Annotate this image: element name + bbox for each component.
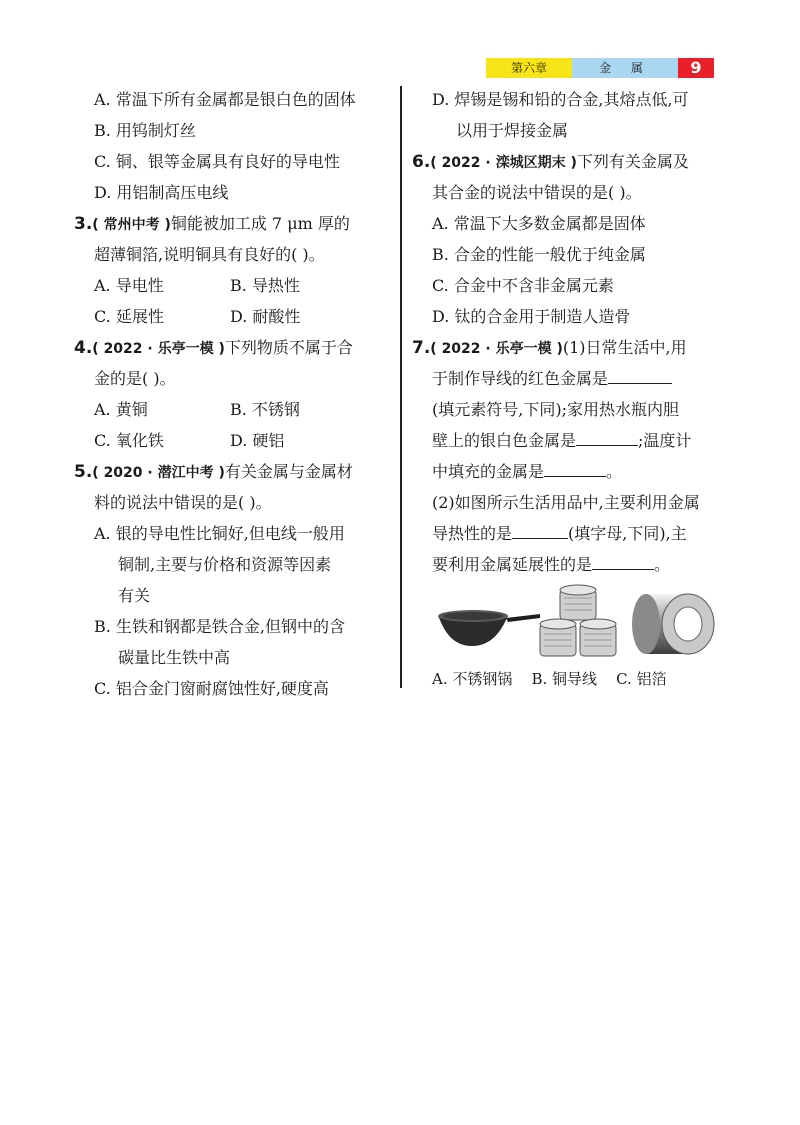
q4-text-2: 金的是( )。 [94,369,176,388]
q7-text-8 [412,549,730,580]
q4-source: ( 2022 · 乐亭一模 ) [92,341,225,357]
caption-c: C. 铝箔 [616,670,667,688]
q5-option-a-3: 有关 [118,586,151,605]
answer-blank-5[interactable] [592,549,654,570]
q4-option-d: D. 硬铝 [230,431,285,450]
q7-text-7-label: 导热性的是 [432,524,513,543]
q4-option-b: B. 不锈钢 [230,400,300,419]
q6-option-a: A. 常温下大多数金属都是固体 [432,214,646,233]
q7-text-5-label: 中填充的金属是 [432,462,545,481]
column-divider [400,86,402,688]
q2-option-a: A. 常温下所有金属都是银白色的固体 [94,90,356,109]
q7-stem [412,332,730,363]
q7-figure-captions [412,664,730,695]
q4-option-a: A. 黄铜 [94,400,148,419]
q2-option-c: C. 铜、银等金属具有良好的导电性 [94,152,340,171]
q4-stem [74,332,390,363]
q3-option-a: A. 导电性 [94,276,164,295]
q3-option-c: C. 延展性 [94,307,164,326]
answer-blank-4[interactable] [512,518,568,539]
q5-stem [74,456,390,487]
q4-options-row-1 [74,394,390,425]
q5-option-d-1: D. 焊锡是锡和铅的合金,其熔点低,可 [432,90,689,109]
q7-figure [412,584,730,664]
q7-text-6: (2)如图所示生活用品中,主要利用金属 [432,493,700,512]
left-column [74,84,390,704]
chapter-label: 第六章 [486,58,572,78]
caption-b: B. 铜导线 [531,670,598,688]
q3-number: 3. [74,214,93,234]
q6-text-1: 下列有关金属及 [576,152,689,171]
q7-text-2-label: 于制作导线的红色金属是 [432,369,609,388]
q5-option-b-2: 碳量比生铁中高 [118,648,231,667]
page-number: 9 [678,58,714,78]
q5-option-d-2: 以用于焊接金属 [456,121,569,140]
q2-option-b: B. 用钨制灯丝 [94,121,196,140]
q7-number: 7. [412,338,431,358]
q7-text-8-tail: 。 [654,555,671,574]
wire-spools-image [536,584,622,664]
q7-text-7 [412,518,730,549]
q7-text-2 [412,363,730,394]
q7-text-5 [412,456,730,487]
q7-text-4 [412,425,730,456]
q3-text-1: 铜能被加工成 7 μm 厚的 [170,214,350,233]
q4-text-1: 下列物质不属于合 [224,338,353,357]
q3-text-2: 超薄铜箔,说明铜具有良好的( )。 [94,245,325,264]
page-header [486,58,726,78]
q3-option-b: B. 导热性 [230,276,300,295]
answer-blank-1[interactable] [608,363,672,384]
q7-text-1: (1)日常生活中,用 [562,338,687,357]
q7-text-4-tail: ;温度计 [638,431,692,450]
q6-option-c: C. 合金中不含非金属元素 [432,276,614,295]
q3-options-row-1 [74,270,390,301]
answer-blank-2[interactable] [576,425,638,446]
q5-option-a-2: 铜制,主要与价格和资源等因素 [118,555,332,574]
caption-a: A. 不锈钢锅 [432,670,513,688]
q4-options-row-2 [74,425,390,456]
topic-label: 金 属 [572,58,678,78]
right-column [412,84,730,695]
wok-image [434,596,542,654]
q6-text-2: 其合金的说法中错误的是( )。 [432,183,642,202]
q5-option-a-1: A. 银的导电性比铜好,但电线一般用 [94,524,345,543]
foil-roll-image [626,586,718,662]
q6-option-d: D. 钛的合金用于制造人造骨 [432,307,631,326]
q6-source: ( 2022 · 滦城区期末 ) [430,155,577,171]
q5-number: 5. [74,462,93,482]
q2-option-d: D. 用铝制高压电线 [94,183,229,202]
q3-options-row-2 [74,301,390,332]
answer-blank-3[interactable] [544,456,606,477]
q7-source: ( 2022 · 乐亭一模 ) [430,341,563,357]
q3-source: ( 常州中考 ) [92,217,171,233]
q7-text-3: (填元素符号,下同);家用热水瓶内胆 [432,400,679,419]
q5-text-2: 料的说法中错误的是( )。 [94,493,272,512]
q5-text-1: 有关金属与金属材 [224,462,353,481]
q5-option-c: C. 铝合金门窗耐腐蚀性好,硬度高 [94,679,329,698]
q5-source: ( 2020 · 潜江中考 ) [92,465,225,481]
q7-text-5-tail: 。 [606,462,623,481]
q4-number: 4. [74,338,93,358]
q7-text-7-tail: (填字母,下同),主 [568,524,687,543]
q5-option-b-1: B. 生铁和钢都是铁合金,但钢中的含 [94,617,346,636]
q6-option-b: B. 合金的性能一般优于纯金属 [432,245,646,264]
q3-stem [74,208,390,239]
q6-stem [412,146,730,177]
q4-option-c: C. 氧化铁 [94,431,164,450]
q7-text-4-label: 壁上的银白色金属是 [432,431,577,450]
q6-number: 6. [412,152,431,172]
q3-option-d: D. 耐酸性 [230,307,301,326]
q7-text-8-label: 要利用金属延展性的是 [432,555,593,574]
